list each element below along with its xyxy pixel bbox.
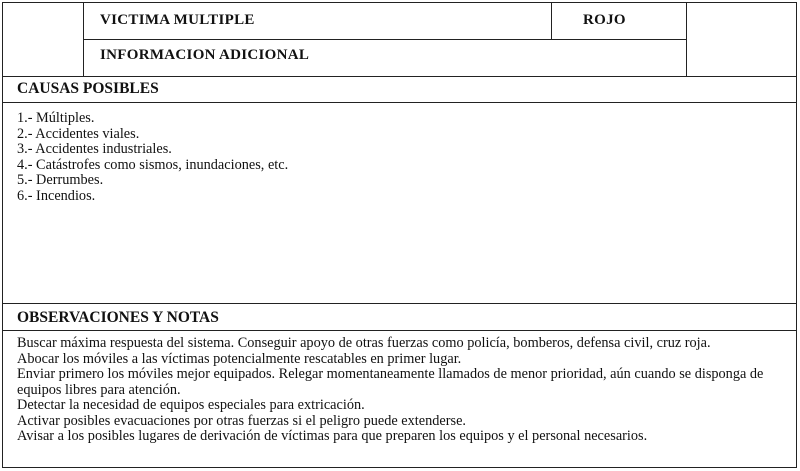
- causa-item: 6.- Incendios.: [17, 187, 96, 204]
- document-title: VICTIMA MULTIPLE: [100, 12, 255, 28]
- header-grid: [3, 3, 796, 76]
- color-code-label: ROJO: [583, 12, 626, 28]
- observacion-item: Abocar los móviles a las víctimas potencialmente rescatables en primer lugar.: [17, 350, 462, 367]
- header-divider: [686, 3, 687, 76]
- causa-item: 2.- Accidentes viales.: [17, 125, 140, 142]
- observacion-item: Activar posibles evacuaciones por otras fuerzas si el peligro puede extenderse.: [17, 412, 466, 429]
- causas-heading: CAUSAS POSIBLES: [3, 76, 796, 103]
- causa-item: 4.- Catástrofes como sismos, inundaciones, etc.: [17, 156, 289, 173]
- protocol-card: [2, 2, 797, 468]
- observaciones-heading: OBSERVACIONES Y NOTAS: [3, 303, 796, 331]
- causa-item: 1.- Múltiples.: [17, 110, 95, 126]
- header-divider: [551, 3, 552, 40]
- observaciones-list: [17, 336, 787, 445]
- header-row-divider: [83, 39, 686, 40]
- observacion-item: Avisar a los posibles lugares de derivación de víctimas para que preparen los equipos y el personal necesarios.: [17, 428, 648, 444]
- observacion-item: Detectar la necesidad de equipos especiales para extricación.: [17, 397, 365, 413]
- causas-list: [17, 111, 288, 204]
- causa-item: 5.- Derrumbes.: [17, 172, 104, 188]
- observacion-item: Enviar primero los móviles mejor equipados. Relegar momentaneamente llamados de menor prioridad, aún cuando se disponga de equipos libres para atención.: [17, 366, 764, 398]
- observacion-item: Buscar máxima respuesta del sistema. Conseguir apoyo de otras fuerzas como policía, bomberos, defensa civil, cruz roja.: [17, 335, 711, 351]
- subtitle: INFORMACION ADICIONAL: [100, 47, 310, 63]
- causa-item: 3.- Accidentes industriales.: [17, 141, 172, 157]
